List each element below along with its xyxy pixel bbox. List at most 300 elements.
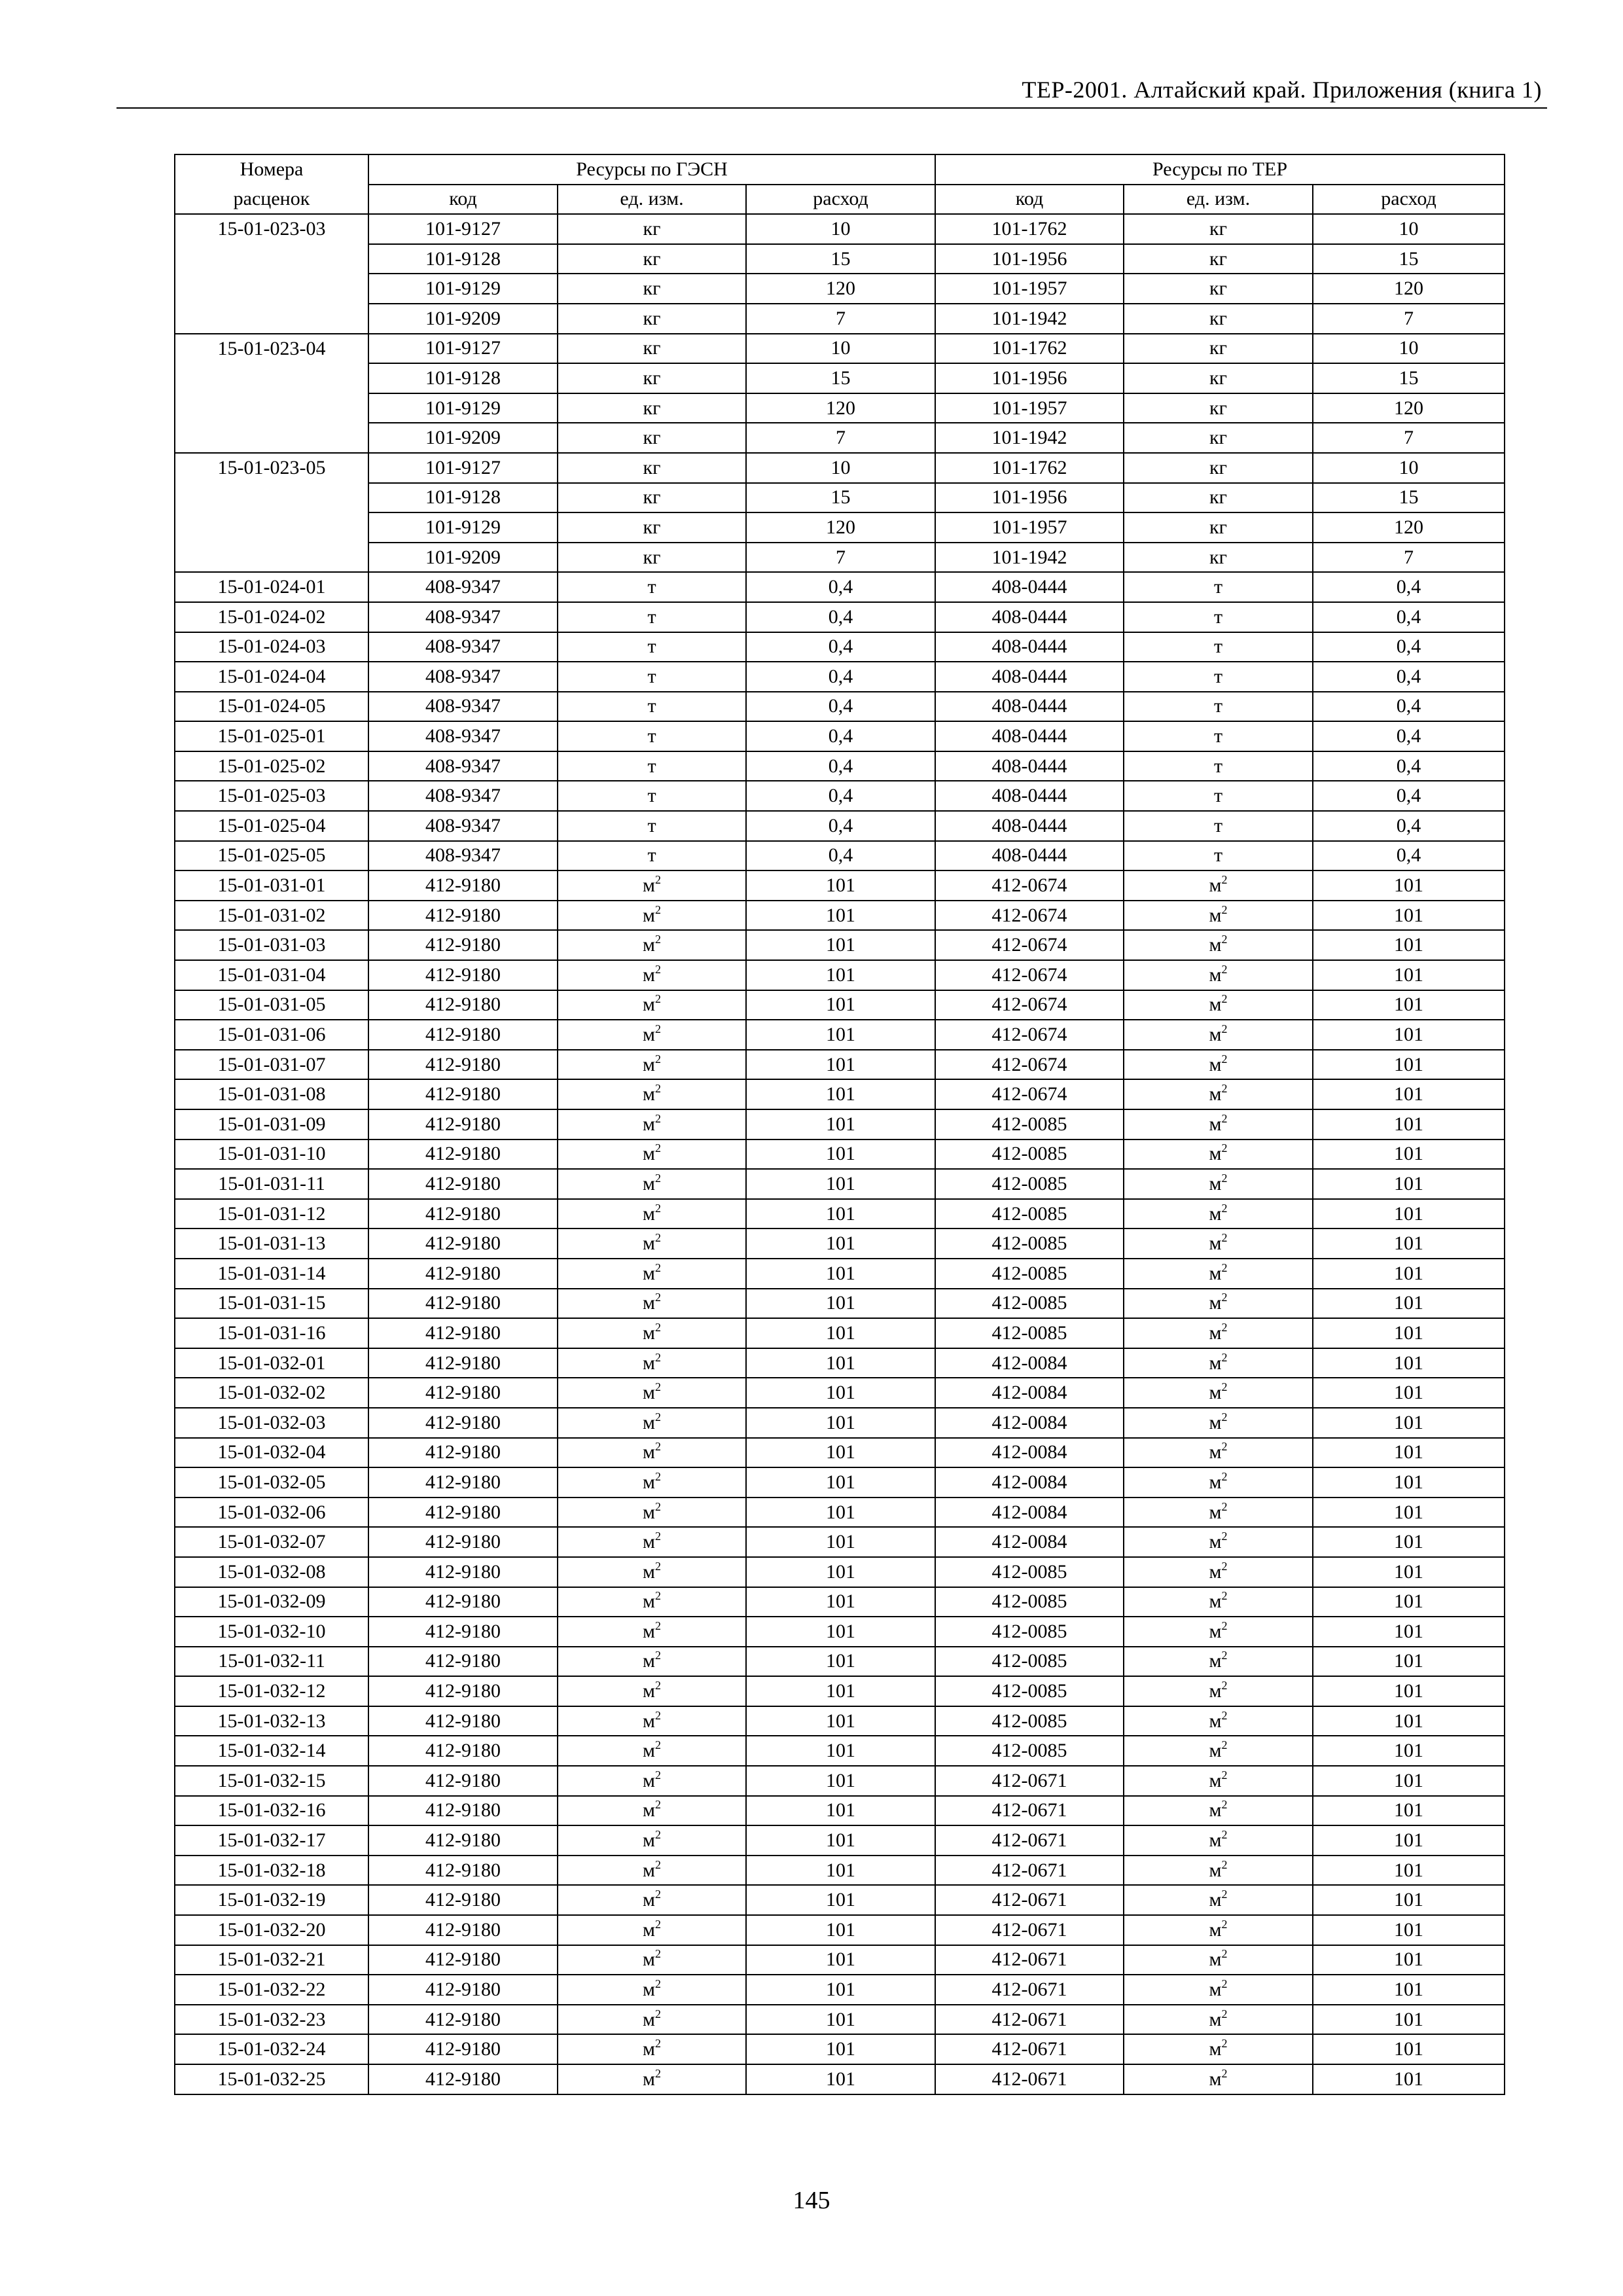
rate-number-cell: 15-01-032-25 — [175, 2064, 368, 2094]
rate-number-cell: 15-01-025-04 — [175, 811, 368, 841]
gesn-code-cell: 412-9180 — [368, 1796, 558, 1826]
ter-unit-cell: $м^2$ — [1124, 1289, 1313, 1319]
rate-number-cell: 15-01-031-12 — [175, 1199, 368, 1229]
ter-amount-cell: 101 — [1313, 1289, 1505, 1319]
gesn-amount-cell: 10 — [746, 453, 935, 483]
gesn-amount-cell: 101 — [746, 1617, 935, 1647]
gesn-code-cell: 408-9347 — [368, 751, 558, 781]
rate-number-cell: 15-01-032-21 — [175, 1945, 368, 1975]
gesn-amount-cell: 7 — [746, 543, 935, 573]
ter-unit-cell: т — [1124, 662, 1313, 692]
gesn-amount-cell: 101 — [746, 960, 935, 990]
gesn-unit-cell: кг — [558, 363, 746, 393]
ter-amount-cell: 101 — [1313, 2005, 1505, 2035]
ter-code-cell: 412-0671 — [935, 1945, 1124, 1975]
table-row — [175, 214, 1505, 244]
ter-amount-cell: 101 — [1313, 1438, 1505, 1468]
ter-amount-cell: 101 — [1313, 1020, 1505, 1050]
gesn-code-cell: 412-9180 — [368, 1498, 558, 1528]
ter-unit-cell: $м^2$ — [1124, 1617, 1313, 1647]
ter-code-cell: 412-0671 — [935, 2005, 1124, 2035]
ter-amount-cell: 101 — [1313, 1408, 1505, 1438]
gesn-amount-cell: 101 — [746, 1318, 935, 1348]
ter-code-cell: 412-0085 — [935, 1199, 1124, 1229]
ter-amount-cell: 0,4 — [1313, 841, 1505, 871]
gesn-unit-cell: $м^2$ — [558, 1557, 746, 1587]
gesn-unit-cell: $м^2$ — [558, 1975, 746, 2005]
table-row — [175, 453, 1505, 483]
table-row — [175, 1199, 1505, 1229]
ter-code-cell: 412-0084 — [935, 1467, 1124, 1498]
table-row — [175, 1289, 1505, 1319]
gesn-amount-cell: 101 — [746, 930, 935, 960]
rate-number-cell: 15-01-032-23 — [175, 2005, 368, 2035]
gesn-code-cell: 408-9347 — [368, 632, 558, 662]
gesn-amount-cell: 101 — [746, 990, 935, 1020]
gesn-amount-cell: 101 — [746, 1676, 935, 1706]
ter-amount-cell: 101 — [1313, 1050, 1505, 1080]
gesn-amount-cell: 101 — [746, 1467, 935, 1498]
gesn-amount-cell: 120 — [746, 393, 935, 423]
gesn-code-cell: 412-9180 — [368, 870, 558, 901]
gesn-code-cell: 412-9180 — [368, 1050, 558, 1080]
ter-unit-cell: $м^2$ — [1124, 960, 1313, 990]
gesn-amount-cell: 101 — [746, 901, 935, 931]
ter-code-cell: 412-0671 — [935, 1796, 1124, 1826]
gesn-unit-cell: $м^2$ — [558, 870, 746, 901]
ter-amount-cell: 101 — [1313, 1318, 1505, 1348]
ter-code-cell: 412-0674 — [935, 901, 1124, 931]
ter-unit-cell: $м^2$ — [1124, 1885, 1313, 1915]
table-row — [175, 244, 1505, 274]
table-row — [175, 393, 1505, 423]
rate-number-cell: 15-01-024-02 — [175, 602, 368, 632]
rate-number-cell: 15-01-024-03 — [175, 632, 368, 662]
table-row — [175, 304, 1505, 334]
ter-unit-cell: кг — [1124, 244, 1313, 274]
gesn-amount-cell: 0,4 — [746, 572, 935, 602]
gesn-amount-cell: 101 — [746, 1856, 935, 1886]
table-row — [175, 1467, 1505, 1498]
table-row — [175, 602, 1505, 632]
gesn-unit-cell: $м^2$ — [558, 1079, 746, 1109]
rate-number-cell: 15-01-032-24 — [175, 2034, 368, 2064]
ter-code-cell: 101-1762 — [935, 214, 1124, 244]
table-row — [175, 1736, 1505, 1766]
gesn-code-cell: 412-9180 — [368, 1856, 558, 1886]
ter-unit-cell: $м^2$ — [1124, 1467, 1313, 1498]
rate-number-cell: 15-01-032-11 — [175, 1647, 368, 1677]
rate-number-cell — [175, 274, 368, 304]
ter-amount-cell: 0,4 — [1313, 751, 1505, 781]
header-ter-unit: ед. изм. — [1124, 185, 1313, 215]
gesn-amount-cell: 101 — [746, 1825, 935, 1856]
table-row — [175, 1796, 1505, 1826]
ter-amount-cell: 101 — [1313, 1169, 1505, 1199]
gesn-unit-cell: $м^2$ — [558, 1856, 746, 1886]
ter-amount-cell: 0,4 — [1313, 602, 1505, 632]
gesn-code-cell: 412-9180 — [368, 1706, 558, 1736]
ter-code-cell: 101-1956 — [935, 244, 1124, 274]
header-row-top — [175, 154, 1505, 185]
rate-number-cell: 15-01-031-03 — [175, 930, 368, 960]
gesn-amount-cell: 15 — [746, 363, 935, 393]
ter-unit-cell: $м^2$ — [1124, 2034, 1313, 2064]
rate-number-cell: 15-01-032-17 — [175, 1825, 368, 1856]
gesn-unit-cell: кг — [558, 244, 746, 274]
table-row — [175, 1079, 1505, 1109]
ter-code-cell: 408-0444 — [935, 721, 1124, 751]
ter-code-cell: 412-0674 — [935, 1020, 1124, 1050]
table-row — [175, 870, 1505, 901]
ter-amount-cell: 101 — [1313, 960, 1505, 990]
gesn-amount-cell: 101 — [746, 1020, 935, 1050]
gesn-unit-cell: $м^2$ — [558, 1289, 746, 1319]
ter-code-cell: 101-1942 — [935, 304, 1124, 334]
ter-amount-cell: 101 — [1313, 1557, 1505, 1587]
rate-number-cell: 15-01-031-13 — [175, 1229, 368, 1259]
gesn-unit-cell: $м^2$ — [558, 990, 746, 1020]
ter-code-cell: 408-0444 — [935, 751, 1124, 781]
ter-code-cell: 408-0444 — [935, 602, 1124, 632]
gesn-amount-cell: 101 — [746, 2034, 935, 2064]
table-row — [175, 751, 1505, 781]
gesn-amount-cell: 101 — [746, 1378, 935, 1408]
gesn-amount-cell: 101 — [746, 1498, 935, 1528]
gesn-unit-cell: т — [558, 841, 746, 871]
ter-code-cell: 412-0671 — [935, 1825, 1124, 1856]
rate-number-cell: 15-01-024-05 — [175, 692, 368, 722]
table-row — [175, 662, 1505, 692]
gesn-code-cell: 412-9180 — [368, 1378, 558, 1408]
ter-amount-cell: 101 — [1313, 2064, 1505, 2094]
gesn-unit-cell: $м^2$ — [558, 1318, 746, 1348]
rate-number-cell: 15-01-023-03 — [175, 214, 368, 244]
ter-unit-cell: кг — [1124, 363, 1313, 393]
table-row — [175, 1885, 1505, 1915]
table-row — [175, 692, 1505, 722]
ter-unit-cell: кг — [1124, 423, 1313, 453]
page-header — [116, 71, 1547, 109]
rate-number-cell — [175, 304, 368, 334]
ter-unit-cell: $м^2$ — [1124, 1706, 1313, 1736]
gesn-amount-cell: 15 — [746, 483, 935, 513]
rate-number-cell: 15-01-025-03 — [175, 781, 368, 811]
ter-code-cell: 408-0444 — [935, 692, 1124, 722]
gesn-code-cell: 412-9180 — [368, 990, 558, 1020]
header-ter-code: код — [935, 185, 1124, 215]
table-row — [175, 1587, 1505, 1617]
gesn-code-cell: 412-9180 — [368, 1736, 558, 1766]
ter-unit-cell: $м^2$ — [1124, 1676, 1313, 1706]
gesn-unit-cell: т — [558, 751, 746, 781]
ter-amount-cell: 101 — [1313, 1766, 1505, 1796]
ter-amount-cell: 10 — [1313, 214, 1505, 244]
gesn-unit-cell: $м^2$ — [558, 2005, 746, 2035]
table-row — [175, 1109, 1505, 1139]
page-header-title: ТЕР-2001. Алтайский край. Приложения (книга 1) — [1022, 77, 1542, 103]
gesn-code-cell: 408-9347 — [368, 692, 558, 722]
gesn-amount-cell: 0,4 — [746, 751, 935, 781]
gesn-amount-cell: 101 — [746, 1945, 935, 1975]
ter-code-cell: 101-1957 — [935, 393, 1124, 423]
ter-amount-cell: 101 — [1313, 1229, 1505, 1259]
gesn-amount-cell: 0,4 — [746, 841, 935, 871]
gesn-amount-cell: 0,4 — [746, 811, 935, 841]
gesn-unit-cell: $м^2$ — [558, 1885, 746, 1915]
gesn-code-cell: 412-9180 — [368, 960, 558, 990]
gesn-amount-cell: 101 — [746, 1139, 935, 1170]
table-row — [175, 1945, 1505, 1975]
rate-number-cell: 15-01-032-12 — [175, 1676, 368, 1706]
ter-amount-cell: 101 — [1313, 1079, 1505, 1109]
ter-code-cell: 101-1942 — [935, 423, 1124, 453]
rate-number-cell: 15-01-031-06 — [175, 1020, 368, 1050]
table-body — [175, 214, 1505, 2094]
ter-code-cell: 412-0085 — [935, 1169, 1124, 1199]
ter-amount-cell: 101 — [1313, 870, 1505, 901]
ter-unit-cell: $м^2$ — [1124, 990, 1313, 1020]
ter-unit-cell: $м^2$ — [1124, 1079, 1313, 1109]
ter-unit-cell: кг — [1124, 214, 1313, 244]
gesn-amount-cell: 10 — [746, 334, 935, 364]
ter-code-cell: 412-0671 — [935, 2064, 1124, 2094]
ter-unit-cell: т — [1124, 841, 1313, 871]
gesn-code-cell: 412-9180 — [368, 901, 558, 931]
gesn-unit-cell: кг — [558, 483, 746, 513]
gesn-amount-cell: 101 — [746, 1915, 935, 1945]
gesn-amount-cell: 101 — [746, 870, 935, 901]
table-row — [175, 423, 1505, 453]
gesn-code-cell: 408-9347 — [368, 572, 558, 602]
gesn-code-cell: 101-9209 — [368, 304, 558, 334]
table-row — [175, 1259, 1505, 1289]
ter-amount-cell: 101 — [1313, 1915, 1505, 1945]
gesn-code-cell: 412-9180 — [368, 1020, 558, 1050]
rate-number-cell: 15-01-023-05 — [175, 453, 368, 483]
gesn-unit-cell: $м^2$ — [558, 1467, 746, 1498]
ter-unit-cell: кг — [1124, 304, 1313, 334]
table-row — [175, 1139, 1505, 1170]
ter-code-cell: 412-0085 — [935, 1557, 1124, 1587]
header-ter-resources: Ресурсы по ТЕР — [935, 154, 1505, 185]
ter-amount-cell: 0,4 — [1313, 781, 1505, 811]
gesn-amount-cell: 101 — [746, 1438, 935, 1468]
gesn-amount-cell: 101 — [746, 1289, 935, 1319]
table-row — [175, 1915, 1505, 1945]
ter-unit-cell: т — [1124, 721, 1313, 751]
gesn-unit-cell: $м^2$ — [558, 1378, 746, 1408]
ter-unit-cell: $м^2$ — [1124, 1945, 1313, 1975]
gesn-unit-cell: кг — [558, 214, 746, 244]
gesn-amount-cell: 101 — [746, 2005, 935, 2035]
gesn-unit-cell: $м^2$ — [558, 1915, 746, 1945]
rate-number-cell: 15-01-032-09 — [175, 1587, 368, 1617]
ter-unit-cell: $м^2$ — [1124, 1109, 1313, 1139]
ter-unit-cell: т — [1124, 692, 1313, 722]
ter-amount-cell: 101 — [1313, 1527, 1505, 1557]
table-row — [175, 1438, 1505, 1468]
ter-unit-cell: $м^2$ — [1124, 1856, 1313, 1886]
table-row — [175, 1706, 1505, 1736]
table-row — [175, 1856, 1505, 1886]
rate-number-cell: 15-01-032-18 — [175, 1856, 368, 1886]
gesn-unit-cell: $м^2$ — [558, 1109, 746, 1139]
ter-amount-cell: 120 — [1313, 512, 1505, 543]
gesn-unit-cell: т — [558, 721, 746, 751]
ter-unit-cell: $м^2$ — [1124, 1020, 1313, 1050]
ter-code-cell: 412-0085 — [935, 1647, 1124, 1677]
gesn-amount-cell: 101 — [746, 1079, 935, 1109]
gesn-amount-cell: 101 — [746, 1885, 935, 1915]
ter-amount-cell: 15 — [1313, 244, 1505, 274]
table-row — [175, 1527, 1505, 1557]
table-row — [175, 572, 1505, 602]
rate-number-cell — [175, 512, 368, 543]
ter-unit-cell: кг — [1124, 334, 1313, 364]
gesn-unit-cell: $м^2$ — [558, 1498, 746, 1528]
gesn-code-cell: 408-9347 — [368, 602, 558, 632]
gesn-unit-cell: кг — [558, 512, 746, 543]
rate-number-cell — [175, 423, 368, 453]
ter-unit-cell: т — [1124, 781, 1313, 811]
gesn-code-cell: 412-9180 — [368, 1348, 558, 1378]
gesn-unit-cell: $м^2$ — [558, 1050, 746, 1080]
ter-unit-cell: кг — [1124, 512, 1313, 543]
ter-code-cell: 412-0671 — [935, 1975, 1124, 2005]
ter-code-cell: 412-0084 — [935, 1378, 1124, 1408]
gesn-unit-cell: $м^2$ — [558, 1020, 746, 1050]
gesn-code-cell: 412-9180 — [368, 1676, 558, 1706]
ter-unit-cell: $м^2$ — [1124, 1318, 1313, 1348]
ter-unit-cell: $м^2$ — [1124, 1825, 1313, 1856]
ter-code-cell: 412-0671 — [935, 1885, 1124, 1915]
gesn-code-cell: 101-9128 — [368, 483, 558, 513]
gesn-unit-cell: $м^2$ — [558, 1169, 746, 1199]
ter-unit-cell: $м^2$ — [1124, 1766, 1313, 1796]
table-row — [175, 781, 1505, 811]
ter-amount-cell: 101 — [1313, 1975, 1505, 2005]
ter-code-cell: 412-0671 — [935, 1766, 1124, 1796]
gesn-unit-cell: кг — [558, 543, 746, 573]
ter-amount-cell: 101 — [1313, 1647, 1505, 1677]
gesn-unit-cell: т — [558, 572, 746, 602]
gesn-amount-cell: 0,4 — [746, 781, 935, 811]
gesn-unit-cell: кг — [558, 423, 746, 453]
ter-amount-cell: 0,4 — [1313, 572, 1505, 602]
rate-number-cell — [175, 543, 368, 573]
gesn-unit-cell: $м^2$ — [558, 1825, 746, 1856]
gesn-unit-cell: кг — [558, 453, 746, 483]
gesn-amount-cell: 7 — [746, 423, 935, 453]
gesn-code-cell: 412-9180 — [368, 2005, 558, 2035]
gesn-amount-cell: 101 — [746, 1109, 935, 1139]
page-number: 145 — [793, 2187, 830, 2214]
ter-unit-cell: $м^2$ — [1124, 1199, 1313, 1229]
ter-code-cell: 101-1956 — [935, 363, 1124, 393]
rate-number-cell: 15-01-031-16 — [175, 1318, 368, 1348]
gesn-code-cell: 101-9127 — [368, 453, 558, 483]
rate-number-cell: 15-01-031-10 — [175, 1139, 368, 1170]
ter-code-cell: 412-0084 — [935, 1527, 1124, 1557]
gesn-code-cell: 408-9347 — [368, 662, 558, 692]
gesn-amount-cell: 101 — [746, 1766, 935, 1796]
ter-code-cell: 408-0444 — [935, 781, 1124, 811]
ter-unit-cell: $м^2$ — [1124, 1647, 1313, 1677]
gesn-unit-cell: т — [558, 781, 746, 811]
table-row — [175, 334, 1505, 364]
header-rates: расценок — [175, 185, 368, 215]
gesn-amount-cell: 101 — [746, 1796, 935, 1826]
resources-table — [174, 154, 1505, 2095]
ter-code-cell: 412-0084 — [935, 1438, 1124, 1468]
rate-number-cell — [175, 393, 368, 423]
ter-code-cell: 412-0084 — [935, 1348, 1124, 1378]
gesn-unit-cell: $м^2$ — [558, 1617, 746, 1647]
rate-number-cell — [175, 244, 368, 274]
gesn-unit-cell: $м^2$ — [558, 1945, 746, 1975]
gesn-amount-cell: 101 — [746, 1736, 935, 1766]
gesn-code-cell: 412-9180 — [368, 1229, 558, 1259]
gesn-unit-cell: $м^2$ — [558, 1229, 746, 1259]
ter-unit-cell: кг — [1124, 393, 1313, 423]
table-row — [175, 1348, 1505, 1378]
ter-code-cell: 412-0671 — [935, 1915, 1124, 1945]
table-row — [175, 1676, 1505, 1706]
gesn-code-cell: 412-9180 — [368, 1467, 558, 1498]
ter-amount-cell: 101 — [1313, 1736, 1505, 1766]
gesn-amount-cell: 120 — [746, 512, 935, 543]
gesn-code-cell: 412-9180 — [368, 1766, 558, 1796]
gesn-amount-cell: 101 — [746, 1527, 935, 1557]
ter-code-cell: 412-0085 — [935, 1229, 1124, 1259]
ter-unit-cell: т — [1124, 811, 1313, 841]
gesn-amount-cell: 101 — [746, 1169, 935, 1199]
rate-number-cell: 15-01-031-09 — [175, 1109, 368, 1139]
ter-amount-cell: 10 — [1313, 334, 1505, 364]
ter-code-cell: 101-1762 — [935, 334, 1124, 364]
rate-number-cell: 15-01-031-11 — [175, 1169, 368, 1199]
gesn-unit-cell: $м^2$ — [558, 1348, 746, 1378]
ter-amount-cell: 101 — [1313, 1706, 1505, 1736]
ter-amount-cell: 120 — [1313, 393, 1505, 423]
gesn-unit-cell: $м^2$ — [558, 1706, 746, 1736]
gesn-amount-cell: 101 — [746, 1229, 935, 1259]
table-row — [175, 363, 1505, 393]
table-row — [175, 1766, 1505, 1796]
rate-number-cell — [175, 363, 368, 393]
rate-number-cell: 15-01-032-14 — [175, 1736, 368, 1766]
gesn-code-cell: 412-9180 — [368, 1259, 558, 1289]
ter-amount-cell: 0,4 — [1313, 632, 1505, 662]
ter-unit-cell: т — [1124, 632, 1313, 662]
ter-amount-cell: 7 — [1313, 423, 1505, 453]
ter-code-cell: 412-0674 — [935, 870, 1124, 901]
ter-unit-cell: $м^2$ — [1124, 1557, 1313, 1587]
gesn-code-cell: 412-9180 — [368, 2034, 558, 2064]
table-row — [175, 1318, 1505, 1348]
gesn-amount-cell: 0,4 — [746, 692, 935, 722]
gesn-unit-cell: $м^2$ — [558, 1796, 746, 1826]
gesn-amount-cell: 0,4 — [746, 721, 935, 751]
ter-code-cell: 412-0085 — [935, 1139, 1124, 1170]
ter-code-cell: 412-0674 — [935, 1079, 1124, 1109]
ter-amount-cell: 101 — [1313, 1796, 1505, 1826]
ter-amount-cell: 101 — [1313, 1676, 1505, 1706]
ter-unit-cell: кг — [1124, 453, 1313, 483]
rate-number-cell: 15-01-032-04 — [175, 1438, 368, 1468]
gesn-code-cell: 101-9129 — [368, 512, 558, 543]
